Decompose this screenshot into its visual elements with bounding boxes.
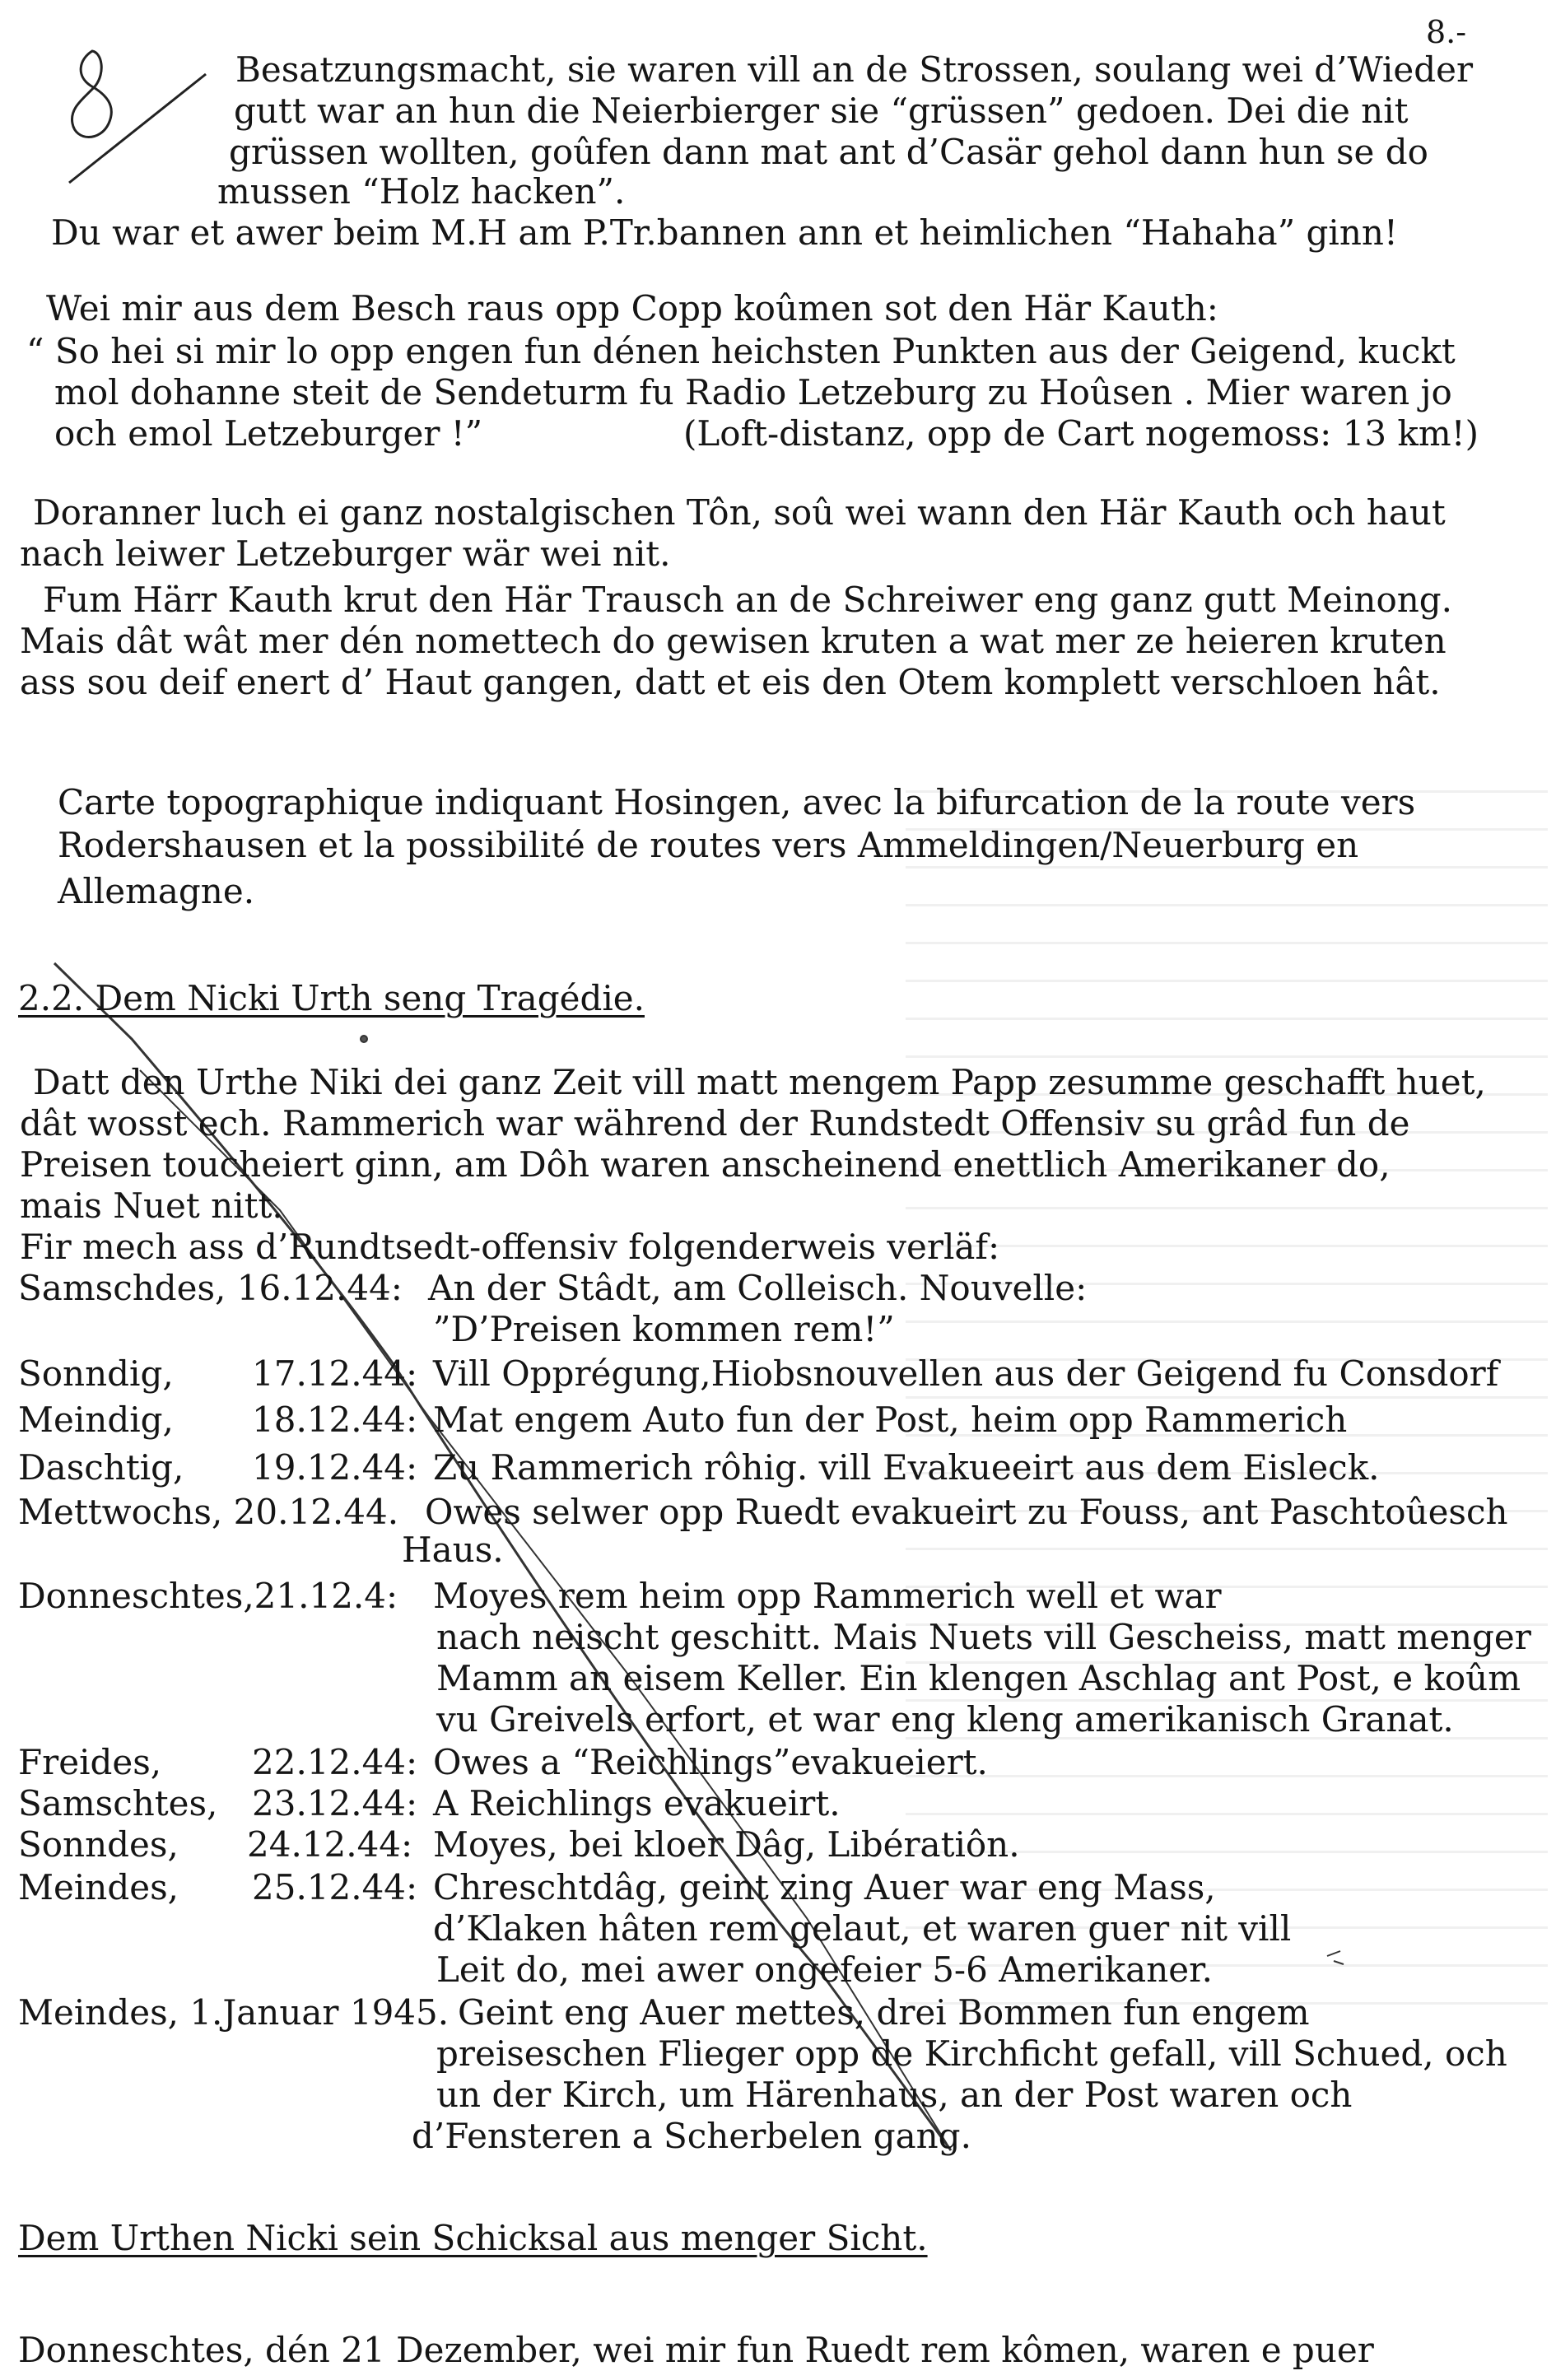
timeline-text: Vill Opprégung,Hiobsnouvellen aus der Geigend fu Consdorf: [433, 1353, 1499, 1394]
timeline-date: 24.12.44:: [247, 1824, 413, 1865]
timeline-date: 22.12.44:: [252, 1742, 418, 1782]
timeline-text: A Reichlings evakueirt.: [433, 1783, 841, 1823]
timeline-date: 17.12.44:: [252, 1353, 418, 1394]
page-number: 8.-: [1426, 14, 1467, 50]
timeline-text: nach neischt geschitt. Mais Nuets vill Gescheiss, matt menger: [436, 1617, 1531, 1657]
margin-mark-eight: [69, 51, 206, 183]
timeline-day: Donneschtes,21.12.4:: [18, 1576, 398, 1616]
text-line: och emol Letzeburger !”: [54, 413, 483, 454]
map-caption-line: Rodershausen et la possibilité de routes vers Ammeldingen/Neuerburg en: [58, 825, 1359, 865]
timeline-day: Sonndes,: [18, 1824, 179, 1865]
timeline-text: Leit do, mei awer ongefeier 5-6 Amerikaner.: [436, 1949, 1213, 1990]
text-line: Wei mir aus dem Besch raus opp Copp koûmen sot den Här Kauth:: [46, 288, 1218, 328]
timeline-intro: Fir mech ass d’Rundtsedt-offensiv folgenderweis verläf:: [20, 1227, 1000, 1267]
timeline-day: Samschtes,: [18, 1783, 218, 1823]
text-line: Besatzungsmacht, sie waren vill an de Strossen, soulang wei d’Wieder: [235, 49, 1474, 90]
timeline-text: Owes a “Reichlings”evakueiert.: [433, 1742, 988, 1782]
timeline-day: Daschtig,: [18, 1447, 184, 1488]
text-line: Doranner luch ei ganz nostalgischen Tôn, soû wei wann den Här Kauth och haut: [33, 492, 1446, 533]
timeline-text: ”D’Preisen kommen rem!”: [433, 1309, 895, 1349]
timeline-text: Moyes, bei kloer Dâg, Libératiôn.: [433, 1824, 1020, 1865]
timeline-day: Meindes,: [18, 1867, 179, 1907]
timeline-day: Meindig,: [18, 1400, 174, 1440]
timeline-day: Samschdes, 16.12.44:: [18, 1268, 403, 1308]
text-line: ass sou deif enert d’ Haut gangen, datt et eis den Otem komplett verschloen hât.: [20, 662, 1441, 702]
subheading: Dem Urthen Nicki sein Schicksal aus menger Sicht.: [18, 2218, 928, 2258]
timeline-text: Moyes rem heim opp Rammerich well et war: [433, 1576, 1222, 1616]
text-line: Datt den Urthe Niki dei ganz Zeit vill matt mengem Papp zesumme geschafft huet,: [33, 1062, 1486, 1102]
closing-line: Donneschtes, dén 21 Dezember, wei mir fun Ruedt rem kômen, waren e puer: [18, 2330, 1374, 2370]
timeline-date: 23.12.44:: [252, 1783, 418, 1823]
text-line: gutt war an hun die Neierbierger sie “grüssen” gedoen. Dei die nit: [234, 91, 1409, 131]
text-line: Mais dât wât mer dén nomettech do gewisen kruten a wat mer ze heieren kruten: [20, 621, 1447, 661]
timeline-text: Geint eng Auer mettes, drei Bommen fun engem: [458, 1992, 1310, 2033]
timeline-day: Mettwochs, 20.12.44.: [18, 1492, 399, 1532]
distance-note: (Loft-distanz, opp de Cart nogemoss: 13 km!): [683, 413, 1479, 454]
text-line: Preisen toucheiert ginn, am Dôh waren anscheinend enettlich Amerikaner do,: [20, 1144, 1391, 1185]
timeline-text: d’Klaken hâten rem gelaut, et waren guer nit vill: [433, 1908, 1292, 1949]
timeline-text: An der Stâdt, am Colleisch. Nouvelle:: [428, 1268, 1088, 1308]
timeline-day: Freides,: [18, 1742, 162, 1782]
map-caption-line: Carte topographique indiquant Hosingen, avec la bifurcation de la route vers: [58, 782, 1416, 822]
timeline-day: Sonndig,: [18, 1353, 174, 1394]
timeline-text: Mat engem Auto fun der Post, heim opp Rammerich: [433, 1400, 1348, 1440]
text-line: dât wosst ech. Rammerich war während der Rundstedt Offensiv su grâd fun de: [20, 1103, 1410, 1143]
text-line: mol dohanne steit de Sendeturm fu Radio Letzeburg zu Hoûsen . Mier waren jo: [54, 372, 1452, 412]
section-heading: 2.2. Dem Nicki Urth seng Tragédie.: [18, 978, 645, 1018]
timeline-text: d’Fensteren a Scherbelen gang.: [412, 2116, 971, 2156]
text-line: nach leiwer Letzeburger wär wei nit.: [20, 533, 671, 574]
text-line: “ So hei si mir lo opp engen fun dénen heichsten Punkten aus der Geigend, kuckt: [26, 331, 1456, 371]
timeline-text: Mamm an eisem Keller. Ein klengen Aschlag ant Post, e koûm: [436, 1658, 1521, 1698]
timeline-day: Meindes, 1.Januar 1945.: [18, 1992, 450, 2033]
timeline-text: Chreschtdâg, geint zing Auer war eng Mass,: [433, 1867, 1216, 1907]
text-line: Fum Härr Kauth krut den Här Trausch an de Schreiwer eng ganz gutt Meinong.: [43, 580, 1453, 620]
timeline-text: un der Kirch, um Härenhaus, an der Post waren och: [436, 2075, 1353, 2115]
text-line: mais Nuet nitt.: [20, 1185, 283, 1226]
map-caption-line: Allemagne.: [58, 871, 255, 911]
text-line: grüssen wollten, goûfen dann mat ant d’Casär gehol dann hun se do: [229, 132, 1428, 172]
timeline-text: preiseschen Flieger opp de Kirchficht gefall, vill Schued, och: [436, 2033, 1507, 2074]
timeline-date: 25.12.44:: [252, 1867, 418, 1907]
text-line: mussen “Holz hacken”.: [217, 171, 626, 212]
timeline-text: vu Greivels erfort, et war eng kleng amerikanisch Granat.: [436, 1699, 1454, 1740]
timeline-text: Haus.: [402, 1530, 504, 1570]
text-line: Du war et awer beim M.H am P.Tr.bannen ann et heimlichen “Hahaha” ginn!: [51, 212, 1398, 253]
timeline-text: Zu Rammerich rôhig. vill Evakueeirt aus dem Eisleck.: [433, 1447, 1380, 1488]
timeline-date: 18.12.44:: [252, 1400, 418, 1440]
timeline-date: 19.12.44:: [252, 1447, 418, 1488]
timeline-text: Owes selwer opp Ruedt evakueirt zu Fouss, ant Paschtoûesch: [425, 1492, 1508, 1532]
